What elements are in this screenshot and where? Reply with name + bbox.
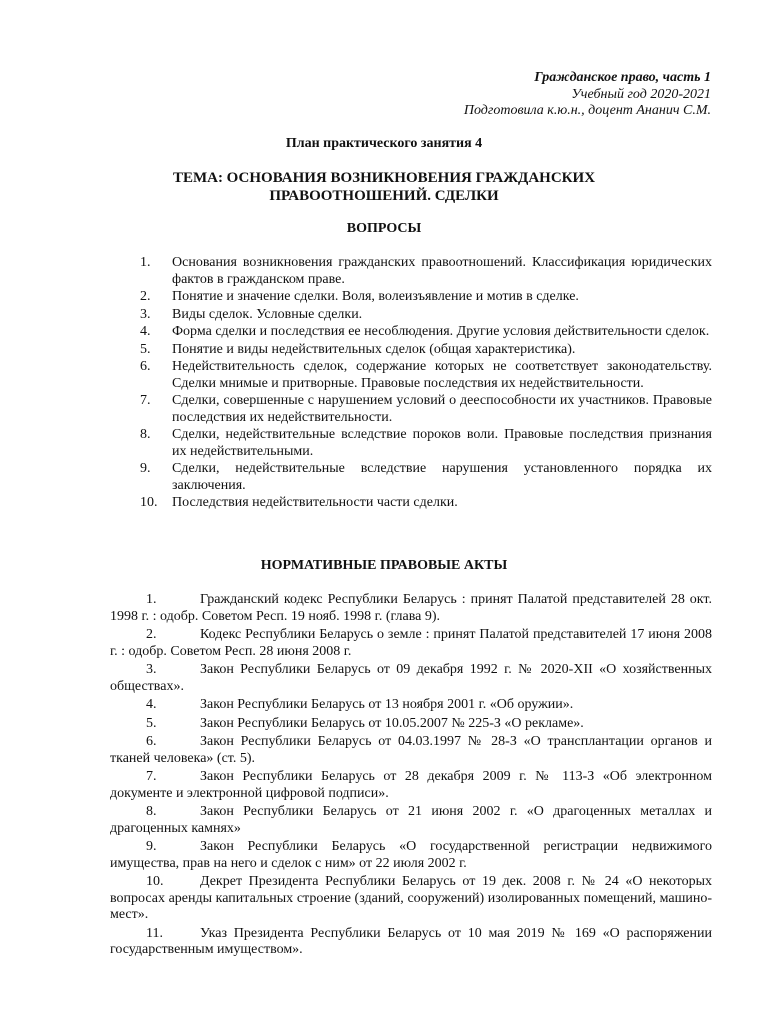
act-text: Закон Республики Беларусь от 04.03.1997 № 28-З «О трансплантации органов и тканей человека» (ст. 5). — [110, 734, 712, 766]
act-text: Закон Республики Беларусь «О государственной регистрации недвижимого имущества, прав на него и сделок с ним» от 22 июля 2002 г. — [110, 839, 712, 871]
act-text: Гражданский кодекс Республики Беларусь : принят Палатой представителей 28 окт. 1998 г. : одобр. Советом Респ. 19 нояб. 1998 г. (глава 9). — [110, 592, 712, 624]
question-number: 8. — [140, 427, 151, 442]
act-item — [110, 662, 712, 695]
act-number: 2. — [146, 627, 157, 642]
course-title: Гражданское право, часть 1 — [534, 70, 711, 85]
act-number: 3. — [146, 662, 157, 677]
act-item — [110, 627, 712, 660]
question-text: Сделки, недействительные вследствие нарушения установленного порядка их заключения. — [172, 461, 712, 493]
plan-title: План практического занятия 4 — [285, 136, 483, 151]
question-number: 3. — [140, 306, 151, 322]
question-text: Виды сделок. Условные сделки. — [172, 306, 363, 322]
academic-year: Учебный год 2020-2021 — [571, 86, 711, 102]
question-text: Сделки, совершенные с нарушением условий о дееспособности их участников. Правовые последствия их недействительности. — [172, 393, 712, 425]
acts-list — [110, 592, 712, 961]
document-header — [464, 70, 711, 120]
act-text: Указ Президента Республики Беларусь от 10 мая 2019 № 169 «О распоряжении государственным имуществом». — [110, 925, 712, 957]
act-item — [110, 697, 712, 714]
question-text: Понятие и значение сделки. Воля, волеизъявление и мотив в сделке. — [172, 289, 579, 304]
act-text: Кодекс Республики Беларусь о земле : принят Палатой представителей 17 июня 2008 г. : одобр. Советом Респ. 28 июня 2008 г. — [110, 627, 712, 659]
question-number: 7. — [140, 393, 151, 408]
act-number: 8. — [146, 804, 157, 819]
question-number: 2. — [140, 289, 151, 304]
act-item — [110, 839, 712, 872]
acts-heading: НОРМАТИВНЫЕ ПРАВОВЫЕ АКТЫ — [260, 558, 508, 573]
act-number: 5. — [146, 715, 157, 731]
question-text: Последствия недействительности части сделки. — [172, 495, 458, 510]
act-text: Закон Республики Беларусь от 13 ноября 2001 г. «Об оружии». — [200, 697, 574, 712]
act-number: 7. — [146, 769, 157, 784]
question-item — [140, 341, 712, 359]
questions-heading: ВОПРОСЫ — [346, 221, 422, 236]
author-line: Подготовила к.ю.н., доцент Ананич С.М. — [463, 103, 711, 118]
act-number: 4. — [146, 697, 157, 712]
question-item — [140, 393, 712, 426]
question-text: Недействительность сделок, содержание которых не соответствует законодательству. Сделки мнимые и притворные. Правовые последствия их недействительности. — [172, 359, 712, 391]
question-item — [140, 359, 712, 392]
question-text: Основания возникновения гражданских правоотношений. Классификация юридических фактов в гражданском праве. — [172, 255, 712, 287]
question-number: 10. — [140, 495, 158, 510]
act-item — [110, 804, 712, 837]
act-item — [110, 734, 712, 767]
act-item — [110, 874, 712, 924]
question-text: Понятие и виды недействительных сделок (общая характеристика). — [172, 341, 576, 357]
question-number: 1. — [140, 255, 151, 270]
question-item — [140, 461, 712, 494]
act-number: 1. — [146, 592, 157, 607]
act-number: 11. — [146, 925, 163, 941]
act-number: 9. — [146, 839, 157, 854]
topic-title: ТЕМА: ОСНОВАНИЯ ВОЗНИКНОВЕНИЯ ГРАЖДАНСКИХ ПРАВООТНОШЕНИЙ. СДЕЛКИ — [172, 170, 596, 204]
question-item — [140, 289, 712, 306]
question-item — [140, 427, 712, 460]
question-item — [140, 324, 712, 341]
question-text: Форма сделки и последствия ее несоблюдения. Другие условия действительности сделок. — [172, 324, 710, 339]
question-item — [140, 306, 712, 324]
act-text: Закон Республики Беларусь от 21 июня 2002 г. «О драгоценных металлах и драгоценных камнях» — [110, 804, 712, 836]
act-number: 10. — [146, 874, 164, 889]
question-text: Сделки, недействительные вследствие пороков воли. Правовые последствия признания их недействительными. — [172, 427, 712, 459]
act-text: Декрет Президента Республики Беларусь от 19 дек. 2008 г. № 24 «О некоторых вопросах аренды капитальных строение (зданий, сооружений) изолированных помещений, машино-мест». — [110, 874, 712, 922]
act-text: Закон Республики Беларусь от 10.05.2007 № 225-З «О рекламе». — [200, 715, 584, 731]
act-item — [110, 769, 712, 802]
question-number: 9. — [140, 461, 151, 476]
act-item — [110, 926, 712, 959]
question-number: 6. — [140, 359, 151, 374]
act-item — [110, 592, 712, 625]
question-item — [140, 255, 712, 288]
act-item — [110, 716, 712, 733]
questions-list — [140, 255, 712, 513]
question-number: 5. — [140, 341, 151, 357]
act-text: Закон Республики Беларусь от 28 декабря 2009 г. № 113-З «Об электронном документе и электронной цифровой подписи». — [110, 769, 712, 801]
act-number: 6. — [146, 734, 157, 749]
question-item — [140, 495, 712, 512]
question-number: 4. — [140, 324, 151, 339]
act-text: Закон Республики Беларусь от 09 декабря 1992 г. № 2020-XII «О хозяйственных обществах». — [110, 662, 712, 694]
